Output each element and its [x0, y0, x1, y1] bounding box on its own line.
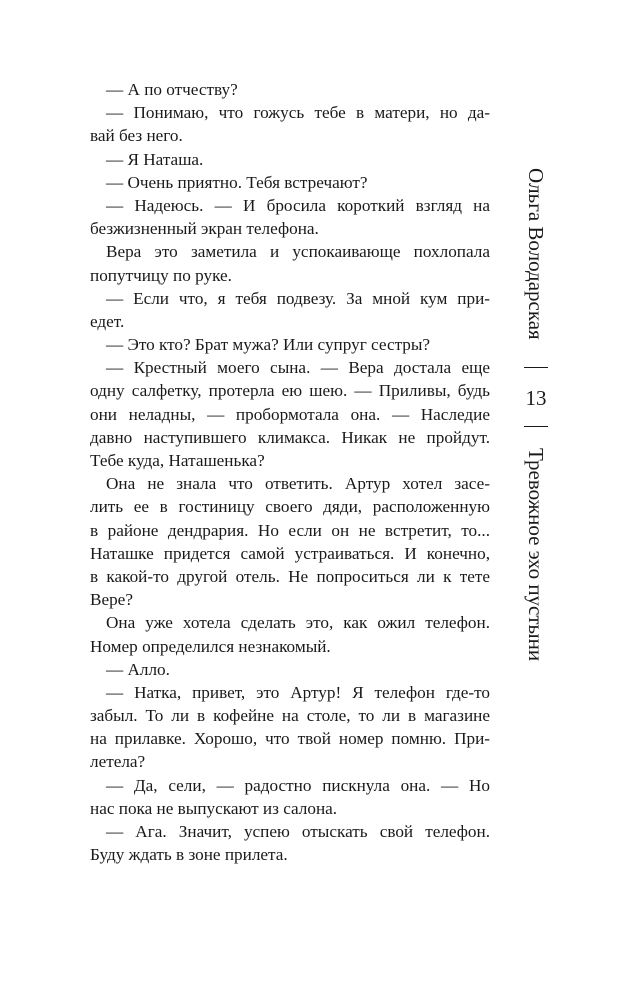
text-line: едет. — [90, 311, 125, 331]
running-header-author — [519, 160, 553, 348]
text-line: — Надеюсь. — И бросила короткий взгляд на — [106, 195, 490, 215]
text-line: нас пока не выпускают из салона. — [90, 798, 338, 818]
text-line: — Ага. Значит, успею отыскать свой телефон. — [106, 822, 490, 841]
header-divider — [524, 367, 548, 368]
text-line: давно наступившего климакса. Никак не пройдут. — [90, 427, 490, 447]
text-line: — Это кто? Брат мужа? Или супруг сестры? — [106, 335, 431, 355]
text-line: — Если что, я тебя подвезу. За мной кум при- — [106, 288, 490, 308]
text-line: Наташке придется самой устраиваться. И конечно, — [90, 543, 490, 563]
text-line: Тебе куда, Наташенька? — [90, 451, 265, 470]
text-line: Вера это заметила и успокаивающе похлопала — [106, 242, 490, 262]
text-line: — Очень приятно. Тебя встречают? — [106, 172, 368, 192]
text-line: попутчицу по руке. — [90, 265, 232, 285]
text-line: Номер определился незнакомый. — [90, 636, 331, 656]
text-line: вай без него. — [90, 126, 183, 146]
text-line: — Понимаю, что гожусь тебе в матери, но да- — [106, 103, 490, 123]
text-line: они неладны, — пробормотала она. — Наследие — [90, 404, 490, 424]
text-line: — Алло. — [106, 659, 170, 679]
running-header-title — [519, 444, 553, 666]
text-line: безжизненный экран телефона. — [90, 219, 319, 239]
text-line: на прилавке. Хорошо, что твой номер помню. При- — [90, 729, 490, 749]
page-body-text — [90, 78, 490, 866]
page-number: 13 — [525, 386, 547, 410]
text-line: — Натка, привет, это Артур! Я телефон где-то — [106, 682, 490, 702]
text-line: в районе дендрария. Но если он не встретит, то... — [90, 520, 490, 540]
text-line: Она уже хотела сделать это, как ожил телефон. — [106, 613, 490, 633]
text-line: в какой-то другой отель. Не попроситься ли к тете — [90, 566, 490, 586]
text-line: Она не знала что ответить. Артур хотел засе- — [106, 474, 490, 494]
text-line: летела? — [90, 752, 146, 772]
text-line: лить ее в гостиницу своего дяди, расположенную — [90, 497, 490, 517]
text-line: одну салфетку, протерла ею шею. — Приливы, будь — [90, 381, 490, 401]
book-title: Тревожное эхо пустыни — [524, 448, 548, 662]
text-line: — Я Наташа. — [106, 149, 204, 169]
text-line: — А по отчеству? — [106, 80, 238, 99]
text-line: Вере? — [90, 590, 133, 610]
text-line: забыл. То ли в кофейне на столе, то ли в магазине — [90, 706, 490, 726]
text-line: — Да, сели, — радостно пискнула она. — Но — [106, 775, 490, 795]
page-number-box — [519, 384, 553, 412]
author-name: Ольга Володарская — [524, 168, 548, 340]
text-line: — Крестный моего сына. — Вера достала еще — [106, 358, 490, 378]
header-divider — [524, 426, 548, 427]
text-line: Буду ждать в зоне прилета. — [90, 845, 288, 865]
